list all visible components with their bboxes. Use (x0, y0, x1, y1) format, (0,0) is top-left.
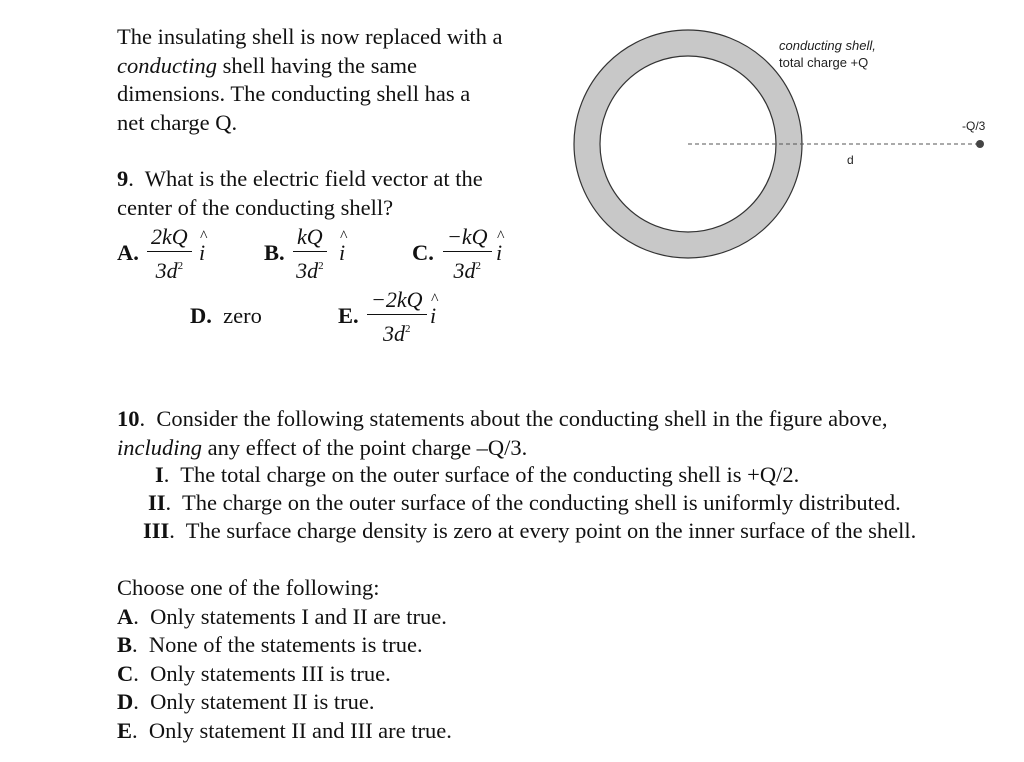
intro-line-2-rest: shell having the same (216, 52, 417, 78)
intro-paragraph (117, 23, 557, 137)
choice-9e-fraction (367, 289, 427, 345)
choice-9c-numerator: −kQ (447, 224, 488, 249)
shell-label-line-1: conducting shell, (779, 38, 876, 53)
intro-line-1: The insulating shell is now replaced with a (117, 24, 503, 49)
point-charge (976, 140, 984, 148)
choice-9b-label: B. (264, 240, 285, 265)
choice-9a[interactable] (117, 240, 139, 266)
choice-9b-unit-vector: ^ i (339, 228, 348, 265)
question-9-number: 9 (117, 166, 129, 191)
question-10-line-1: 10. Consider the following statements about the conducting shell in the figure above, (117, 406, 888, 431)
distance-label: d (847, 153, 854, 167)
choice-9d-text: zero (223, 303, 262, 328)
option-10d-label: D (117, 689, 134, 714)
question-9-text-1: What is the electric field vector at the (144, 166, 483, 191)
choice-9b-fraction (293, 226, 327, 282)
statement-1-label: I (155, 462, 164, 487)
question-9-line-2: center of the conducting shell? (117, 194, 394, 220)
choice-9c-denominator: $3d^2$ (453, 258, 481, 283)
option-10d[interactable]: D. Only statement II is true. (117, 689, 375, 714)
choice-9a-fraction (147, 226, 192, 282)
question-10-text-1: Consider the following statements about the conducting shell in the figure above, (156, 406, 888, 431)
fraction-bar (147, 251, 192, 252)
choice-9c-fraction (443, 226, 492, 282)
option-10a[interactable]: A. Only statements I and II are true. (117, 603, 447, 629)
statement-2-label: II (148, 490, 166, 515)
choice-9e-unit-vector: ^ i (430, 291, 439, 328)
choice-9c[interactable] (412, 240, 434, 266)
statement-3: III. The surface charge density is zero at every point on the inner surface of the shell. (143, 518, 917, 543)
statement-1-text: The total charge on the outer surface of the conducting shell is +Q/2. (180, 462, 800, 487)
choice-9b-numerator: kQ (297, 224, 323, 249)
option-10e-label: E (117, 717, 133, 743)
option-10a-text: Only statements I and II are true. (150, 603, 447, 629)
intro-line-4: net charge Q. (117, 109, 238, 135)
question-10-options (117, 574, 452, 745)
choice-9a-label: A. (117, 240, 139, 265)
choice-9d-label: D. (190, 303, 212, 328)
choice-9a-unit-vector: ^ i (199, 228, 208, 265)
choice-9a-denominator: $3d^2$ (155, 258, 184, 283)
option-10c-label: C (117, 660, 134, 686)
option-10b-label: B (117, 632, 133, 657)
intro-italic-word: conducting (117, 52, 217, 78)
choice-9c-unit-vector: ^ i (496, 228, 505, 265)
option-10c[interactable]: C. Only statements III is true. (117, 660, 391, 686)
fraction-bar (367, 314, 427, 315)
question-9 (117, 165, 547, 222)
statement-3-text: The surface charge density is zero at every point on the inner surface of the shell. (185, 518, 917, 543)
choice-9b-denominator: $3d^2$ (296, 258, 324, 283)
question-10-prompt: Choose one of the following: (117, 575, 380, 600)
question-10-number: 10 (117, 406, 140, 431)
choice-9b[interactable] (264, 240, 285, 266)
statement-2: II. The charge on the outer surface of the conducting shell is uniformly distributed. (148, 490, 901, 515)
question-10-italic-word: including (117, 434, 202, 460)
choice-9e[interactable] (338, 303, 359, 329)
statement-1: I. The total charge on the outer surface of the conducting shell is +Q/2. (155, 462, 800, 487)
shell-label-line-2: total charge +Q (779, 55, 869, 70)
option-10e-text: Only statement II and III are true. (148, 717, 452, 743)
option-10b[interactable]: B. None of the statements is true. (117, 632, 423, 657)
intro-line-3: dimensions. The conducting shell has a (117, 81, 471, 106)
choice-9e-label: E. (338, 303, 359, 328)
question-10-line-2 (117, 434, 997, 463)
statement-3-label: III (143, 518, 170, 543)
choice-9c-label: C. (412, 240, 434, 265)
choice-9e-denominator: $3d^2$ (383, 321, 411, 346)
choice-9a-numerator: 2kQ (151, 224, 188, 249)
option-10d-text: Only statement II is true. (150, 689, 375, 714)
question-10-text-2: any effect of the point charge –Q/3. (202, 434, 528, 460)
question-9-line-1: 9. What is the electric field vector at the (117, 166, 483, 191)
option-10b-text: None of the statements is true. (148, 632, 423, 657)
statement-2-text: The charge on the outer surface of the conducting shell is uniformly distributed. (181, 490, 901, 515)
choice-9d[interactable] (190, 303, 262, 329)
option-10c-text: Only statements III is true. (150, 660, 391, 686)
option-10e[interactable]: E. Only statement II and III are true. (117, 717, 452, 743)
intro-line-2 (117, 52, 557, 81)
fraction-bar (443, 251, 492, 252)
choice-9e-numerator: −2kQ (371, 287, 423, 312)
question-10 (117, 405, 997, 462)
option-10a-label: A (117, 603, 134, 629)
point-charge-label: -Q/3 (962, 119, 986, 133)
fraction-bar (293, 251, 327, 252)
